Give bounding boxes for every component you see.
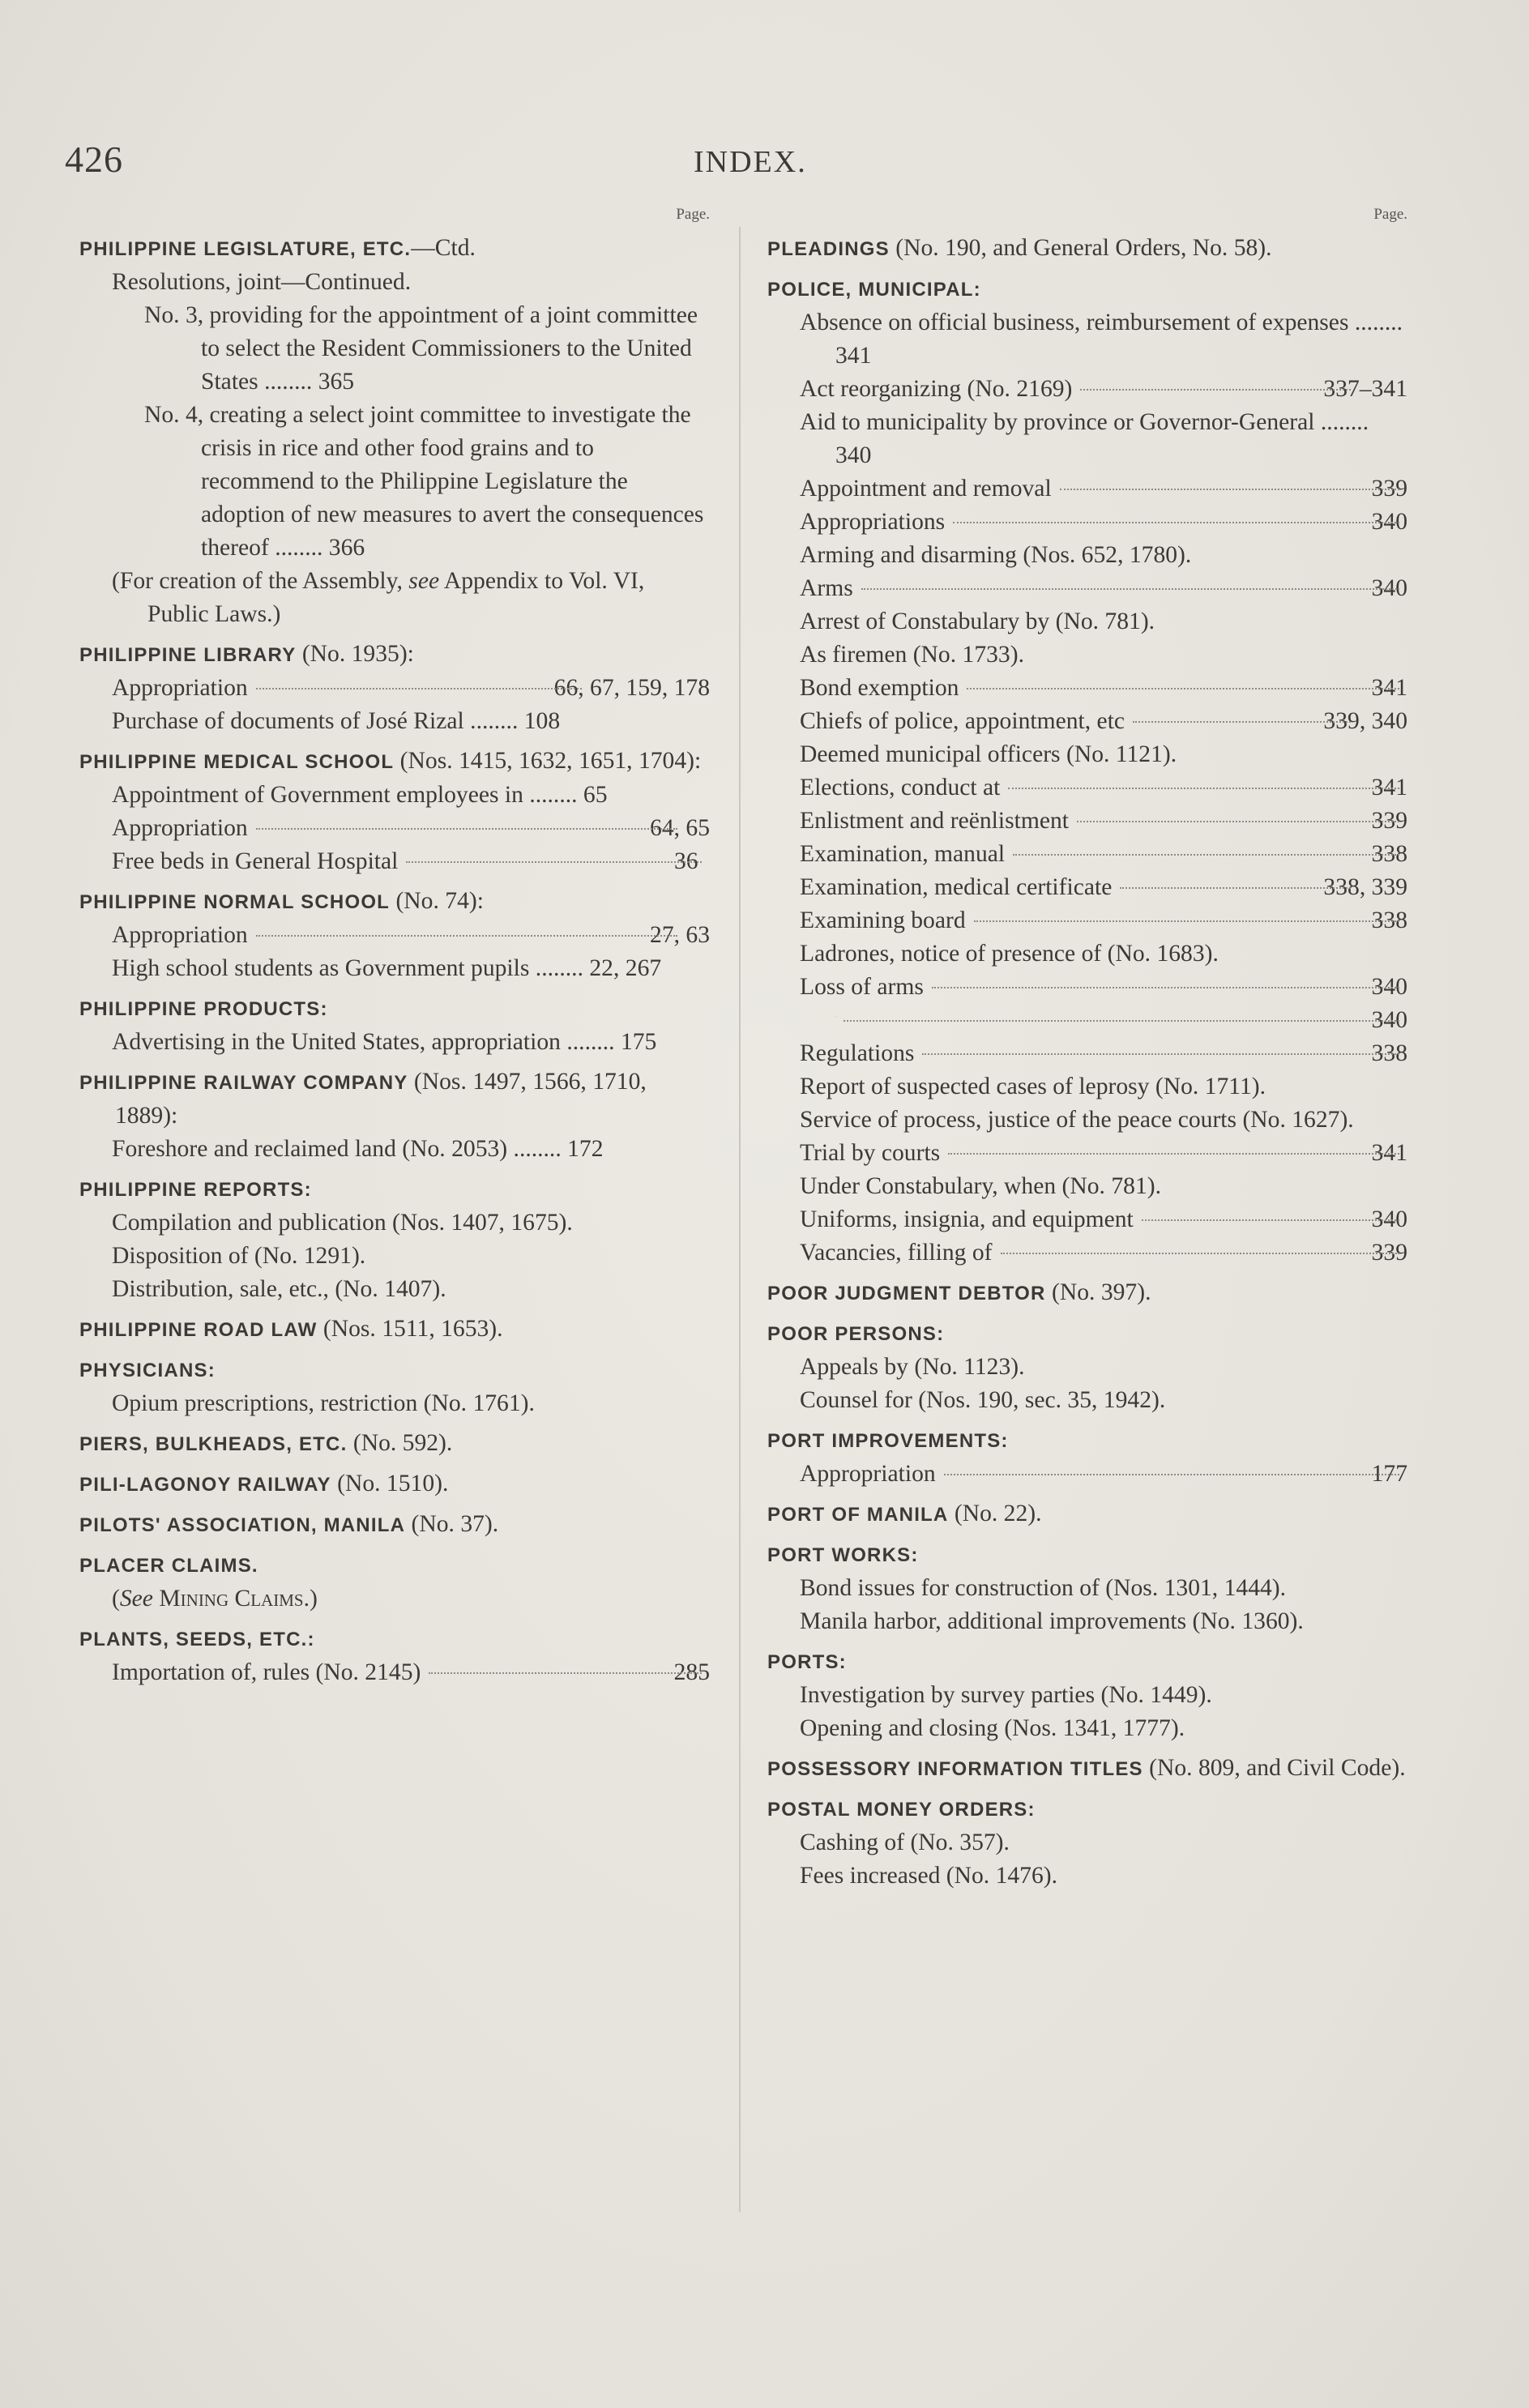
subentry-text: Bond exemption bbox=[800, 675, 959, 701]
subentry-text: Appropriations bbox=[800, 509, 946, 535]
note-see: see bbox=[408, 568, 440, 594]
page-ref: 172 bbox=[567, 1136, 604, 1162]
subentry-text: Aid to municipality by province or Governor-General bbox=[800, 409, 1315, 435]
dot-leader: ........ bbox=[463, 708, 524, 734]
index-entry bbox=[767, 1538, 1407, 1638]
entry-heading: PIERS, BULKHEADS, ETC. bbox=[79, 1433, 348, 1455]
page-ref: 338, 339 bbox=[1323, 874, 1407, 900]
subentry bbox=[79, 672, 710, 705]
entry-heading-rest: (No. 190, and General Orders, No. 58). bbox=[895, 235, 1272, 261]
subentry bbox=[79, 919, 710, 952]
subentry bbox=[767, 406, 1407, 472]
entry-heading-rest: (Nos. 1497, 1566, 1710, 1889): bbox=[115, 1069, 647, 1129]
subentry bbox=[767, 373, 1407, 406]
entry-heading-rest: (No. 809, and Civil Code). bbox=[1149, 1755, 1406, 1781]
see-reference bbox=[79, 1582, 710, 1616]
subentry-text: Elections, conduct at bbox=[800, 775, 1001, 801]
dot-leader bbox=[922, 1053, 1399, 1055]
dot-leader: ........ bbox=[258, 369, 318, 395]
subentry: Manila harbor, additional improvements (No. 1360). bbox=[800, 1608, 1304, 1634]
dot-leader bbox=[944, 1474, 1399, 1475]
page-ref: 64, 65 bbox=[650, 815, 710, 841]
page-column-label: Page. bbox=[1373, 206, 1407, 223]
page-ref: 341 bbox=[835, 343, 872, 369]
page-ref: 365 bbox=[318, 369, 355, 395]
subentry bbox=[79, 952, 710, 985]
subentry: Compilation and publication (Nos. 1407, 1675). bbox=[112, 1210, 573, 1236]
subentry-text: Appropriation bbox=[112, 815, 248, 841]
running-head: INDEX. bbox=[694, 145, 807, 179]
subentry-text: Foreshore and reclaimed land (No. 2053) bbox=[112, 1136, 508, 1162]
subentry: Cashing of (No. 357). bbox=[800, 1829, 1010, 1855]
subentry bbox=[79, 812, 710, 845]
subentry: Disposition of (No. 1291). bbox=[112, 1243, 366, 1269]
index-entry bbox=[767, 1497, 1407, 1531]
page-ref: 175 bbox=[620, 1029, 657, 1055]
dot-leader bbox=[1013, 854, 1399, 856]
subentry bbox=[767, 771, 1407, 805]
entry-heading-rest: (No. 37). bbox=[411, 1511, 499, 1537]
entry-heading: PLANTS, SEEDS, ETC.: bbox=[79, 1629, 315, 1650]
subentry-text: Act reorganizing (No. 2169) bbox=[800, 376, 1073, 402]
subentry-note bbox=[79, 565, 710, 631]
index-entry bbox=[767, 1424, 1407, 1491]
entry-heading: PORT IMPROVEMENTS: bbox=[767, 1430, 1009, 1452]
index-entry bbox=[79, 1172, 710, 1306]
dot-leader bbox=[1077, 821, 1399, 822]
index-entry bbox=[79, 1467, 710, 1501]
subentry bbox=[79, 1133, 710, 1166]
subentry bbox=[79, 299, 710, 399]
index-entry bbox=[767, 1792, 1407, 1893]
subentry-text: No. 4, creating a select joint committee to investigate the crisis in rice and other food grains and to recommend to the Philippine Legislature the adoption of new measures to avert the consequences thereof bbox=[144, 402, 704, 561]
subentry bbox=[79, 779, 710, 812]
subentry bbox=[767, 672, 1407, 705]
entry-heading-rest: (Nos. 1511, 1653). bbox=[322, 1316, 503, 1342]
subentry-text: Arms bbox=[800, 575, 853, 601]
subentry bbox=[767, 838, 1407, 871]
entry-heading: PHILIPPINE MEDICAL SCHOOL bbox=[79, 751, 395, 773]
subentry-text: Importation of, rules (No. 2145) bbox=[112, 1659, 421, 1685]
page-ref: 22, 267 bbox=[589, 955, 662, 981]
subentry-text: Absence on official business, reimbursement of expenses bbox=[800, 310, 1349, 335]
dot-leader bbox=[1142, 1219, 1399, 1221]
dot-leader bbox=[406, 861, 702, 863]
subentry-text: Appointment and removal bbox=[800, 476, 1052, 502]
subentry-text: Enlistment and reënlistment bbox=[800, 808, 1070, 834]
see-target: Mining Claims. bbox=[159, 1586, 310, 1612]
dot-leader bbox=[1133, 721, 1351, 723]
subentry bbox=[767, 572, 1407, 605]
page-header bbox=[0, 138, 1529, 194]
dot-leader bbox=[1080, 389, 1351, 391]
subentry: Deemed municipal officers (No. 1121). bbox=[800, 741, 1177, 767]
left-column bbox=[79, 204, 710, 1689]
entry-heading: PHILIPPINE ROAD LAW bbox=[79, 1319, 318, 1341]
subentry: Investigation by survey parties (No. 1449). bbox=[800, 1682, 1212, 1708]
dot-leader: ........ bbox=[268, 535, 329, 561]
entry-heading: PORTS: bbox=[767, 1651, 847, 1673]
entry-heading: PILI-LAGONOY RAILWAY bbox=[79, 1474, 331, 1496]
subentry bbox=[767, 1137, 1407, 1170]
entry-heading: PHILIPPINE LEGISLATURE, ETC. bbox=[79, 238, 412, 260]
index-entry bbox=[79, 638, 710, 738]
subentry-text: Examining board bbox=[800, 907, 966, 933]
entry-heading: PORT OF MANILA bbox=[767, 1504, 949, 1526]
dot-leader bbox=[844, 1020, 1399, 1022]
subentry-text: Advertising in the United States, appropriation bbox=[112, 1029, 561, 1055]
subentry-text: Uniforms, insignia, and equipment bbox=[800, 1206, 1134, 1232]
subentry bbox=[767, 1458, 1407, 1491]
entry-heading: PILOTS' ASSOCIATION, MANILA bbox=[79, 1514, 406, 1536]
subentry bbox=[767, 1203, 1407, 1236]
entry-heading: PLACER CLAIMS. bbox=[79, 1555, 258, 1577]
page-ref: 337–341 bbox=[1323, 376, 1407, 402]
subentry: Opening and closing (Nos. 1341, 1777). bbox=[800, 1715, 1185, 1741]
index-entry bbox=[79, 1508, 710, 1542]
index-entry bbox=[79, 745, 710, 878]
subentry-text: Trial by courts bbox=[800, 1140, 941, 1166]
entry-heading-rest: (No. 74): bbox=[395, 888, 484, 914]
dot-leader bbox=[1001, 1253, 1399, 1254]
right-column bbox=[767, 204, 1407, 1893]
subentry: Service of process, justice of the peace courts (No. 1627). bbox=[800, 1107, 1354, 1133]
dot-leader bbox=[948, 1153, 1399, 1155]
page-ref: 366 bbox=[328, 535, 365, 561]
dot-leader bbox=[1008, 788, 1399, 789]
dot-leader bbox=[256, 688, 582, 690]
subentry: Opium prescriptions, restriction (No. 1761). bbox=[112, 1390, 535, 1416]
subentry-text: Vacancies, filling of bbox=[800, 1240, 993, 1266]
subentry bbox=[767, 971, 1407, 1004]
subentry: Appeals by (No. 1123). bbox=[800, 1354, 1025, 1380]
subentry bbox=[79, 1656, 710, 1689]
subentry bbox=[79, 705, 710, 738]
index-entry bbox=[79, 885, 710, 985]
index-entry bbox=[79, 992, 710, 1059]
entry-heading: PHILIPPINE NORMAL SCHOOL bbox=[79, 891, 391, 913]
entry-heading: PORT WORKS: bbox=[767, 1544, 919, 1566]
dot-leader bbox=[953, 522, 1399, 523]
index-entry bbox=[79, 232, 710, 631]
subentry bbox=[767, 506, 1407, 539]
entry-heading-rest: (No. 22). bbox=[954, 1501, 1042, 1526]
column-divider bbox=[739, 227, 741, 2212]
subentry bbox=[767, 1004, 1407, 1037]
subentry-text: Chiefs of police, appointment, etc bbox=[800, 708, 1125, 734]
subentry bbox=[767, 1037, 1407, 1070]
page-ref: 27, 63 bbox=[650, 922, 710, 948]
entry-heading: PLEADINGS bbox=[767, 238, 890, 260]
dot-leader bbox=[429, 1672, 701, 1674]
subentry-text: Purchase of documents of José Rizal bbox=[112, 708, 464, 734]
page-ref: 339, 340 bbox=[1323, 708, 1407, 734]
subentry-text: Appropriation bbox=[112, 675, 248, 701]
entry-heading: PHYSICIANS: bbox=[79, 1360, 216, 1381]
dot-leader bbox=[861, 588, 1399, 590]
dot-leader: ........ bbox=[560, 1029, 621, 1055]
entry-heading-rest: (No. 1935): bbox=[301, 641, 414, 667]
subentry: Arming and disarming (Nos. 652, 1780). bbox=[800, 542, 1192, 568]
subentry: Fees increased (No. 1476). bbox=[800, 1863, 1058, 1889]
subentry-text: Regulations bbox=[800, 1040, 915, 1066]
dot-leader: ........ bbox=[523, 782, 583, 808]
entry-heading: PHILIPPINE REPORTS: bbox=[79, 1179, 312, 1201]
subentry: Free beds in General Hospital 36 bbox=[79, 845, 710, 878]
dot-leader: ........ bbox=[1314, 409, 1369, 435]
index-entry bbox=[767, 232, 1407, 266]
dot-leader bbox=[967, 688, 1399, 690]
page-ref: 108 bbox=[523, 708, 561, 734]
entry-heading: POOR PERSONS: bbox=[767, 1323, 945, 1345]
note-text: (For creation of the Assembly, bbox=[112, 568, 403, 594]
dot-leader bbox=[256, 828, 677, 830]
entry-heading-rest: (No. 1510). bbox=[337, 1471, 449, 1496]
subentry bbox=[767, 904, 1407, 937]
see-word: See bbox=[119, 1586, 153, 1612]
page-column-label: Page. bbox=[676, 206, 710, 223]
subentry-text: Appropriation bbox=[112, 922, 248, 948]
dot-leader bbox=[932, 987, 1399, 988]
subentry-text: No. 3, providing for the appointment of a joint committee to select the Resident Commissioners to the United States bbox=[144, 302, 698, 395]
subentry bbox=[767, 472, 1407, 506]
subentry bbox=[79, 399, 710, 565]
entry-heading: POSSESSORY INFORMATION TITLES bbox=[767, 1758, 1143, 1780]
dot-leader: ........ bbox=[529, 955, 590, 981]
index-entry bbox=[79, 1313, 710, 1347]
entry-heading: POOR JUDGMENT DEBTOR bbox=[767, 1283, 1046, 1304]
index-entry bbox=[79, 1353, 710, 1420]
page-ref: 66, 67, 159, 178 bbox=[553, 675, 710, 701]
paren: ) bbox=[310, 1586, 318, 1612]
entry-heading: PHILIPPINE LIBRARY bbox=[79, 644, 297, 666]
subentry bbox=[767, 306, 1407, 373]
subentry-text: Examination, medical certificate bbox=[800, 874, 1113, 900]
subentry: Resolutions, joint—Continued. bbox=[112, 269, 412, 295]
index-entry bbox=[79, 1427, 710, 1461]
subentry bbox=[767, 705, 1407, 738]
subentry bbox=[767, 871, 1407, 904]
index-entry bbox=[767, 272, 1407, 1270]
subentry: Bond issues for construction of (Nos. 1301, 1444). bbox=[800, 1575, 1287, 1601]
subentry bbox=[79, 1026, 710, 1059]
index-entry bbox=[767, 1317, 1407, 1417]
subentry: As firemen (No. 1733). bbox=[800, 642, 1024, 668]
paren: ( bbox=[112, 1586, 120, 1612]
index-entry bbox=[767, 1752, 1407, 1786]
subentry: Arrest of Constabulary by (No. 781). bbox=[800, 608, 1155, 634]
index-entry bbox=[79, 1622, 710, 1689]
dot-leader: ........ bbox=[507, 1136, 568, 1162]
entry-heading: POLICE, MUNICIPAL: bbox=[767, 279, 981, 301]
subentry: Distribution, sale, etc., (No. 1407). bbox=[112, 1276, 446, 1302]
dot-leader bbox=[974, 920, 1399, 922]
subentry-text: Loss of arms bbox=[800, 974, 924, 1000]
page-ref: 65 bbox=[583, 782, 608, 808]
subentry bbox=[767, 1236, 1407, 1270]
dot-leader bbox=[1120, 887, 1351, 889]
entry-heading-rest: —Ctd. bbox=[411, 235, 476, 261]
subentry-text: Free beds in General Hospital bbox=[112, 848, 399, 874]
page-ref: 340 bbox=[835, 442, 872, 468]
entry-heading-rest: (No. 592). bbox=[352, 1430, 453, 1456]
subentry-text: Examination, manual bbox=[800, 841, 1006, 867]
entry-heading: PHILIPPINE RAILWAY COMPANY bbox=[79, 1072, 408, 1094]
subentry-text: Appropriation bbox=[800, 1461, 936, 1487]
index-entry bbox=[79, 1065, 710, 1166]
dot-leader bbox=[1060, 489, 1399, 490]
subentry: Counsel for (Nos. 190, sec. 35, 1942). bbox=[800, 1387, 1166, 1413]
subentry: Report of suspected cases of leprosy (No. 1711). bbox=[800, 1074, 1266, 1099]
index-entry bbox=[79, 1548, 710, 1616]
subentry bbox=[767, 805, 1407, 838]
entry-heading: PHILIPPINE PRODUCTS: bbox=[79, 998, 328, 1020]
entry-heading-rest: (Nos. 1415, 1632, 1651, 1704): bbox=[399, 748, 702, 774]
entry-heading: POSTAL MONEY ORDERS: bbox=[767, 1799, 1036, 1821]
page-number: 426 bbox=[65, 139, 123, 180]
subentry: Ladrones, notice of presence of (No. 1683). bbox=[800, 941, 1219, 967]
subentry-text: Appointment of Government employees in bbox=[112, 782, 523, 808]
subentry: Under Constabulary, when (No. 781). bbox=[800, 1173, 1162, 1199]
dot-leader bbox=[256, 935, 677, 937]
index-entry bbox=[767, 1645, 1407, 1745]
note-text: Appendix to Vol. VI, Public Laws.) bbox=[147, 568, 645, 627]
entry-heading-rest: (No. 397). bbox=[1052, 1279, 1151, 1305]
index-entry bbox=[767, 1276, 1407, 1310]
dot-leader: ........ bbox=[1348, 310, 1403, 335]
subentry-text: High school students as Government pupils bbox=[112, 955, 530, 981]
